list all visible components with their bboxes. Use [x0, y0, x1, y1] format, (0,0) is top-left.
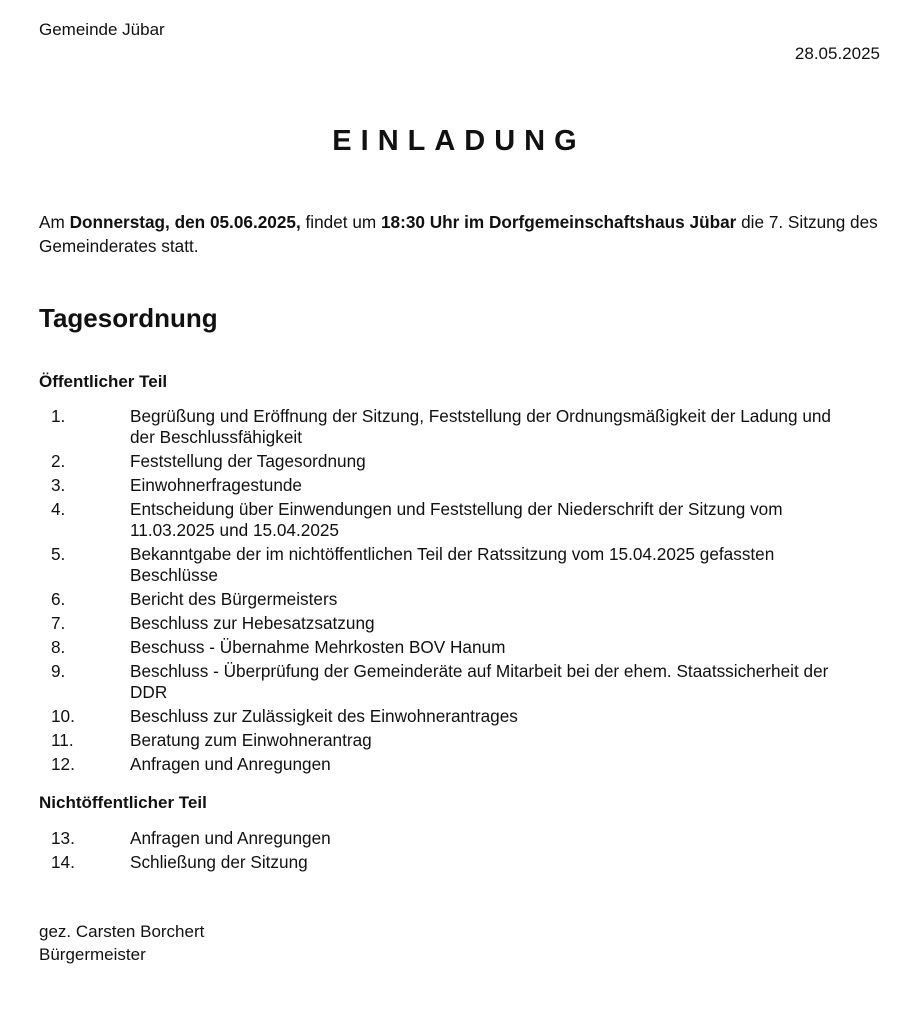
agenda-item-number: 8. — [51, 637, 66, 657]
agenda-item-number: 12. — [51, 754, 75, 774]
public-agenda-list — [0, 406, 900, 778]
agenda-item-text: Beschluss - Überprüfung der Gemeinderäte auf Mitarbeit bei der ehem. Staatssicherheit der DDR — [130, 661, 829, 702]
agenda-item-number: 11. — [51, 730, 74, 750]
intro-text-1: Am — [39, 212, 70, 232]
agenda-item — [0, 499, 900, 541]
signature-role: Bürgermeister — [39, 945, 146, 964]
agenda-item — [0, 637, 900, 658]
agenda-item — [0, 754, 900, 775]
agenda-item — [0, 544, 900, 586]
agenda-item — [0, 451, 900, 472]
agenda-item — [0, 613, 900, 634]
agenda-item-text: Beratung zum Einwohnerantrag — [130, 730, 372, 750]
agenda-item-number: 3. — [51, 475, 66, 495]
agenda-heading: Tagesordnung — [39, 303, 218, 333]
agenda-item — [0, 589, 900, 610]
agenda-item-text: Feststellung der Tagesordnung — [130, 451, 366, 471]
document-date: 28.05.2025 — [794, 44, 880, 63]
intro-text-2: findet um — [300, 212, 381, 232]
agenda-item-text: Beschuss - Übernahme Mehrkosten BOV Hanum — [130, 637, 506, 657]
intro-paragraph — [39, 210, 889, 258]
agenda-item — [0, 661, 900, 703]
signature-name: gez. Carsten Borchert — [39, 922, 205, 941]
agenda-item-number: 2. — [51, 451, 66, 471]
agenda-item — [0, 828, 900, 849]
intro-time-place: 18:30 Uhr im Dorfgemeinschaftshaus Jübar — [381, 212, 737, 232]
agenda-item-text: Schließung der Sitzung — [130, 852, 308, 872]
agenda-item — [0, 852, 900, 873]
agenda-item — [0, 706, 900, 727]
agenda-item-text: Begrüßung und Eröffnung der Sitzung, Feststellung der Ordnungsmäßigkeit der Ladung und der Beschlussfähigkeit — [130, 406, 831, 447]
public-section-title: Öffentlicher Teil — [39, 372, 168, 391]
agenda-item-text: Beschluss zur Hebesatzsatzung — [130, 613, 375, 633]
agenda-item-text: Einwohnerfragestunde — [130, 475, 302, 495]
agenda-item-text: Beschluss zur Zulässigkeit des Einwohnerantrages — [130, 706, 518, 726]
agenda-item — [0, 475, 900, 496]
agenda-item — [0, 730, 900, 751]
signature-block — [39, 920, 204, 966]
agenda-item-text: Bekanntgabe der im nichtöffentlichen Teil der Ratssitzung vom 15.04.2025 gefassten Beschlüsse — [130, 544, 775, 585]
sender-name: Gemeinde Jübar — [39, 20, 165, 39]
agenda-item-text: Entscheidung über Einwendungen und Feststellung der Niederschrift der Sitzung vom 11.03.2025 und 15.04.2025 — [130, 499, 783, 540]
document-title: EINLADUNG — [332, 125, 586, 157]
agenda-item-number: 6. — [51, 589, 66, 609]
agenda-item — [0, 406, 900, 448]
agenda-item-number: 13. — [51, 828, 75, 848]
agenda-item-number: 10. — [51, 706, 75, 726]
agenda-item-number: 1. — [51, 406, 66, 426]
agenda-item-number: 14. — [51, 852, 75, 872]
intro-text-3: die 7. Sitzung des Gemeinderates statt. — [39, 212, 878, 256]
agenda-item-number: 4. — [51, 499, 66, 519]
agenda-item-number: 9. — [51, 661, 66, 681]
agenda-item-number: 5. — [51, 544, 66, 564]
private-section-title: Nichtöffentlicher Teil — [39, 793, 207, 812]
private-agenda-list — [0, 828, 900, 876]
agenda-item-text: Anfragen und Anregungen — [130, 828, 331, 848]
intro-date: Donnerstag, den 05.06.2025, — [69, 212, 301, 232]
agenda-item-text: Anfragen und Anregungen — [130, 754, 331, 774]
agenda-item-number: 7. — [51, 613, 66, 633]
agenda-item-text: Bericht des Bürgermeisters — [130, 589, 338, 609]
